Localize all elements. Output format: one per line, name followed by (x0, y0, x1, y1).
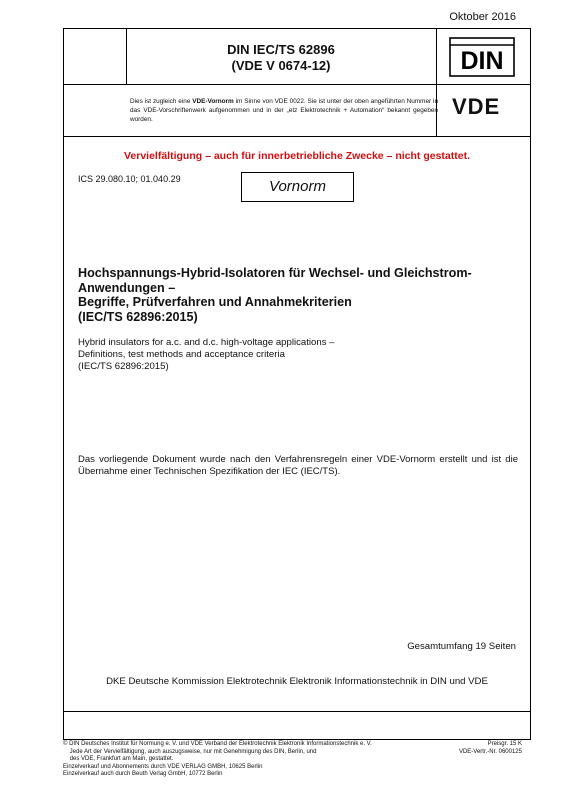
footer-line: Einzelverkauf auch durch Beuth Verlag GmbH, 10772 Berlin (63, 771, 223, 778)
copyright-footer (63, 741, 403, 779)
price-group: Preisgr. 15 K (487, 741, 522, 747)
total-pages: Gesamtumfang 19 Seiten (407, 641, 516, 652)
divider (64, 136, 530, 137)
standard-number: DIN IEC/TS 62896 (227, 42, 335, 57)
document-type-box: Vornorm (241, 172, 354, 202)
title-line: (IEC/TS 62896:2015) (78, 309, 198, 324)
dke-statement: DKE Deutsche Kommission Elektrotechnik Elektronik Informationstechnik in DIN und VDE (106, 676, 488, 687)
vde-note: Dies ist zugleich eine VDE-Vornorm im Sinne von VDE 0022. Sie ist unter der oben angeführten Nummer in das VDE-Vorschriftenwerk aufgenommen und in der „etz Elektrotechnik + Automation“ bekannt gegeben worden. (130, 98, 438, 123)
title-line: Hochspannungs-Hybrid-Isolatoren für Wechsel- und Gleichstrom- (78, 266, 472, 280)
ics-code: ICS 29.080.10; 01.040.29 (78, 174, 181, 184)
price-footer (459, 741, 522, 756)
scope-statement: Das vorliegende Dokument wurde nach den Verfahrensregeln einer VDE-Vornorm erstellt und ist die Übernahme einer Technischen Spezifikation der IEC (IEC/TS). (78, 454, 518, 477)
divider (64, 84, 530, 85)
vde-order-number: VDE-Vertr.-Nr. 0600125 (458, 748, 522, 755)
title-line: (IEC/TS 62896:2015) (78, 361, 169, 372)
cover-frame (63, 28, 531, 740)
title-german (78, 266, 518, 324)
din-logo (447, 36, 517, 78)
footer-line: © DIN Deutsches Institut für Normung e. V. und VDE Verband der Elektrotechnik Elektronik Informationstechnik e. V. (63, 741, 372, 747)
vde-logo: VDE (452, 94, 501, 119)
footer-line: Jede Art der Vervielfältigung, auch auszugsweise, nur mit Genehmigung des DIN, Berlin, und (63, 748, 317, 755)
vde-number: (VDE V 0674-12) (231, 58, 331, 73)
title-line: Anwendungen – (78, 280, 176, 295)
standard-number-block (130, 42, 432, 74)
title-line: Definitions, test methods and acceptance criteria (78, 349, 285, 360)
reproduction-notice: Vervielfältigung – auch für innerbetriebliche Zwecke – nicht gestattet. (123, 150, 470, 162)
title-line: Begriffe, Prüfverfahren und Annahmekriterien (78, 295, 352, 309)
din-logo-text: DIN (460, 47, 504, 75)
footer-line: Einzelverkauf und Abonnements durch VDE VERLAG GMBH, 10625 Berlin (63, 763, 263, 770)
divider (126, 29, 127, 85)
title-line: Hybrid insulators for a.c. and d.c. high-voltage applications – (78, 337, 335, 348)
divider (64, 711, 530, 712)
title-english (78, 337, 518, 373)
publication-date: Oktober 2016 (449, 11, 516, 23)
footer-line: des VDE, Frankfurt am Main, gestattet. (63, 756, 174, 763)
